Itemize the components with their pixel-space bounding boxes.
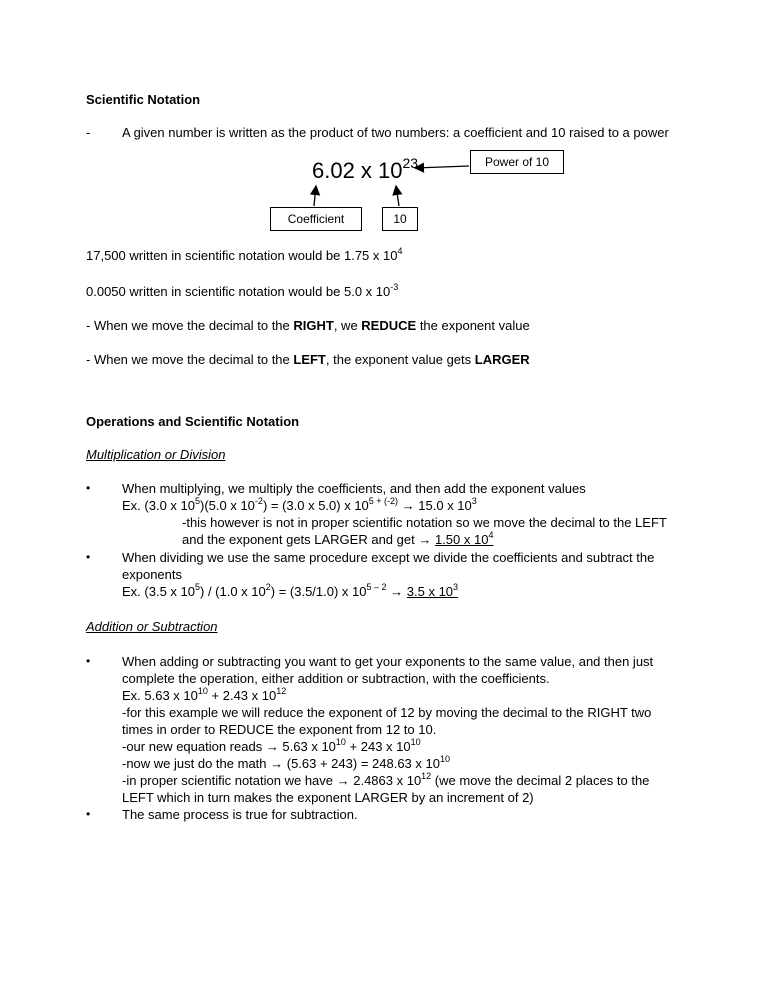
arrow-to-ten: [396, 186, 399, 206]
sub-bullet-text: The same process is true for subtraction.: [122, 807, 358, 822]
definition-text: A given number is written as the product of two numbers: a coefficient and 10 raised to a power: [122, 125, 669, 140]
rule-right: - When we move the decimal to the RIGHT, we REDUCE the exponent value: [86, 318, 530, 333]
arrow-to-coefficient: [314, 186, 316, 206]
mult-bullet-text: When multiplying, we multiply the coefficients, and then add the exponent values: [122, 481, 586, 496]
heading-multiplication-division: Multiplication or Division: [86, 447, 226, 462]
ten-label: 10: [382, 207, 418, 231]
rule-left: - When we move the decimal to the LEFT, the exponent value gets LARGER: [86, 352, 530, 367]
definition-dash: -: [86, 125, 91, 140]
example-17500: 17,500 written in scientific notation would be 1.75 x $10^4$: [86, 245, 403, 263]
coefficient-label: Coefficient: [270, 207, 362, 231]
example-0-0050: 0.0050 written in scientific notation would be 5.0 x $10^{-3}$: [86, 281, 399, 299]
add-example: Ex. 5.63 x $10^{10} + 2.43$ x $10^{12}$: [122, 685, 287, 703]
div-bullet-line-2: exponents: [122, 567, 182, 582]
bullet-icon: •: [86, 807, 91, 821]
add-line-1: When adding or subtracting you want to get your exponents to the same value, and then just: [122, 654, 654, 669]
add-line-9: LEFT which in turn makes the exponent LARGER by an increment of 2): [122, 790, 534, 805]
heading-addition-subtraction: Addition or Subtraction: [86, 619, 218, 634]
add-line-6: -our new equation reads → 5.63 x $10^{10} + 243$ x $10^{10}$: [122, 736, 421, 754]
bullet-icon: •: [86, 481, 91, 495]
diagram-expression: 6.02 x $10^{23}$: [312, 154, 419, 183]
div-example: Ex. (3.5 x $10^5) / (1.0$ x $10^2) = (3.5/1.0)$ x $10^{5 - 2} \to 3.5$ x $10^3$: [122, 581, 459, 599]
add-line-8: -in proper scientific notation we have → 2.4863 x $10^{12}$ (we move the decimal 2 places to the: [122, 770, 650, 788]
arrow-to-exponent: [415, 166, 469, 168]
mult-example: Ex. (3.0 x $10^5)(5.0$ x $10^{-2}) = (3.0$ x 5.0) x $10^{5 + (-2)} \to 15.0$ x $10^3$: [122, 495, 477, 513]
bullet-icon: •: [86, 654, 91, 668]
add-line-7: -now we just do the math → (5.63 + 243) = 248.63 x $10^{10}$: [122, 753, 450, 771]
add-line-5: times in order to REDUCE the exponent from 12 to 10.: [122, 722, 437, 737]
div-bullet-line-1: When dividing we use the same procedure except we divide the coefficients and subtract the: [122, 550, 655, 565]
add-line-4: -for this example we will reduce the exponent of 12 by moving the decimal to the RIGHT two: [122, 705, 652, 720]
power-of-ten-label: Power of 10: [470, 150, 564, 174]
add-line-2: complete the operation, either addition or subtraction, with the coefficients.: [122, 671, 550, 686]
mult-note-2: and the exponent gets LARGER and get → 1.50 x $10^4$: [182, 529, 494, 547]
bullet-icon: •: [86, 550, 91, 564]
mult-note-1: -this however is not in proper scientific notation so we move the decimal to the LEFT: [182, 515, 667, 530]
section-title-scientific-notation: Scientific Notation: [86, 92, 201, 107]
section-title-operations: Operations and Scientific Notation: [86, 414, 300, 429]
